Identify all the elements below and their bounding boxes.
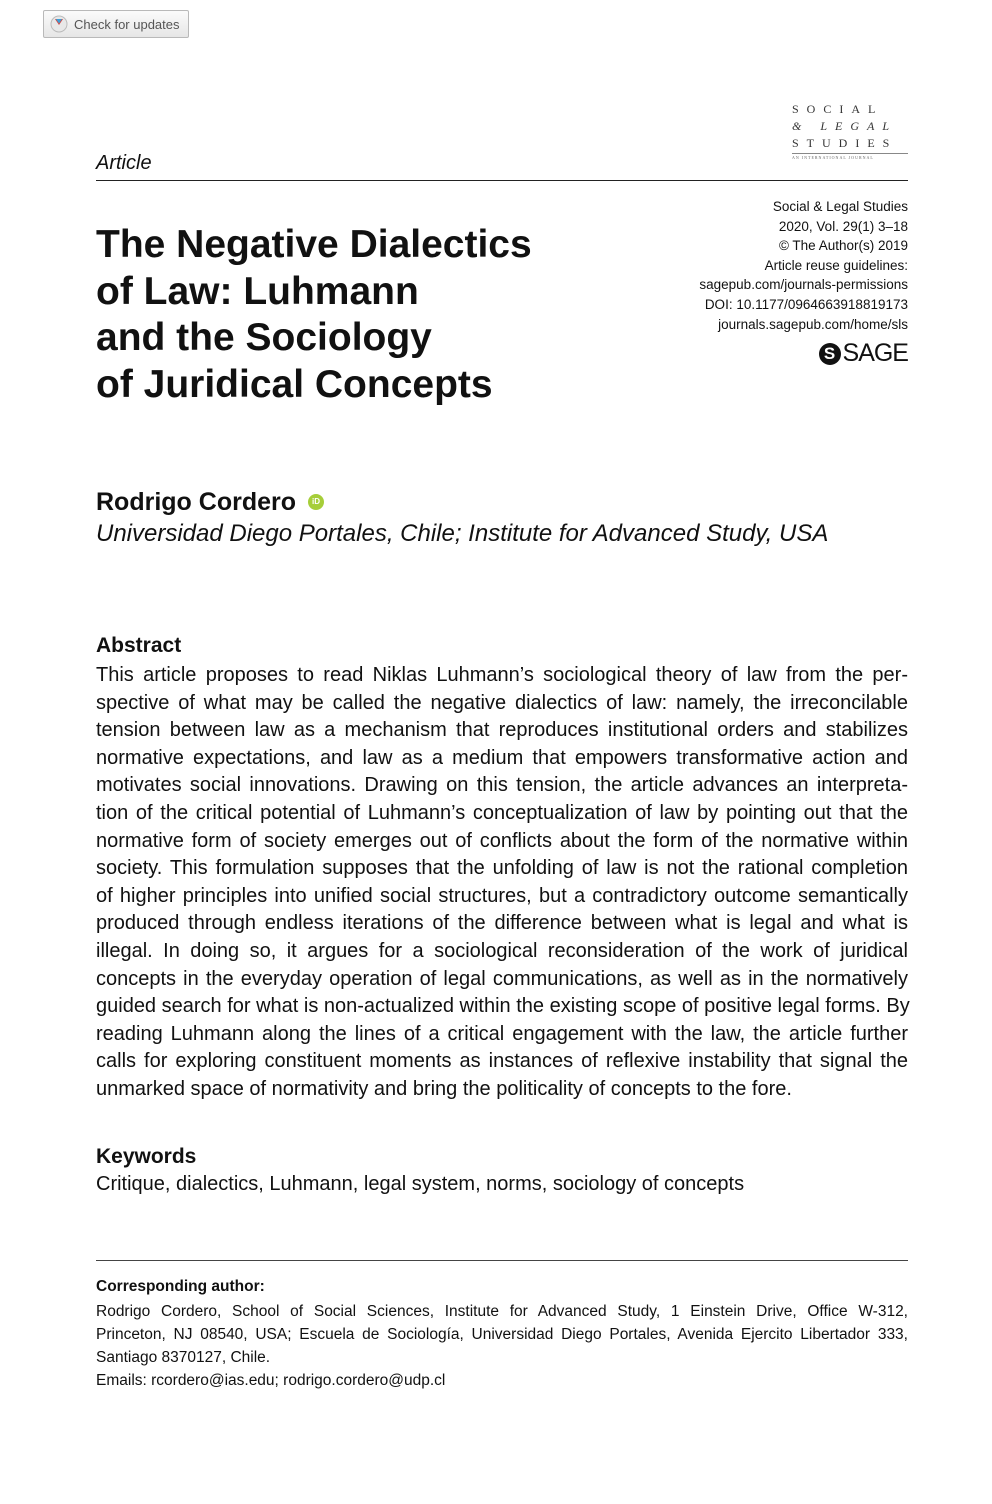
abstract-line: calls for exploring constituent moments as instances of reflexive instability that signal the: [96, 1050, 908, 1073]
title-line: and the Sociology: [96, 316, 432, 359]
abstract-line: tion of the critical potential of Luhmann’s conceptualization of law by pointing out that the: [96, 801, 908, 824]
check-for-updates-label: Check for updates: [74, 16, 180, 32]
crossmark-icon: [50, 15, 68, 33]
footnote-divider: [96, 1260, 908, 1261]
abstract-line: unmarked space of normativity and bring the politicality of concepts to the fore.: [96, 1077, 792, 1100]
title-line: The Negative Dialectics: [96, 223, 532, 266]
abstract-line: illegal. In doing so, it argues for a sociological reconsideration of the work of juridical: [96, 939, 908, 962]
doi-link[interactable]: DOI: 10.1177/0964663918819173: [704, 296, 908, 312]
corresponding-author-heading: Corresponding author:: [96, 1278, 265, 1295]
corresponding-line: Princeton, NJ 08540, USA; Escuela de Sociología, Universidad Diego Portales, Avenida Ejercito Libertador 333,: [96, 1326, 908, 1343]
abstract-line: normative form of society emerges out of conflicts about the form of the normative within: [96, 829, 908, 852]
abstract-line: normative expectations, and law as a medium that empowers transformative action and: [96, 746, 908, 769]
abstract-body: [96, 662, 908, 1104]
abstract-line: of higher principles into unified social structures, but a contradictory outcome semantically: [96, 884, 908, 907]
keywords-heading: Keywords: [96, 1145, 197, 1168]
check-for-updates-button[interactable]: [43, 10, 189, 38]
corresponding-emails[interactable]: Emails: rcordero@ias.edu; rodrigo.cordero@udp.cl: [96, 1372, 446, 1389]
abstract-line: motivates social innovations. Drawing on this tension, the article advances an interpreta-: [96, 774, 908, 797]
header-divider: [96, 180, 908, 181]
journal-home-link[interactable]: journals.sagepub.com/home/sls: [718, 316, 908, 332]
abstract-line: This article proposes to read Niklas Luhmann’s sociological theory of law from the per-: [96, 664, 908, 686]
corresponding-line: Rodrigo Cordero, School of Social Sciences, Institute for Advanced Study, 1 Einstein Drive, Office W-312,: [96, 1303, 908, 1320]
title-line: of Juridical Concepts: [96, 362, 493, 406]
title-line: of Law: Luhmann: [96, 269, 419, 313]
corresponding-author-details: [96, 1300, 908, 1392]
volume-info: 2020, Vol. 29(1) 3–18: [778, 218, 908, 234]
corresponding-line: Santiago 8370127, Chile.: [96, 1349, 271, 1366]
reuse-label: Article reuse guidelines:: [764, 257, 908, 273]
abstract-line: tension between law as a mechanism that reproduces institutional orders and stabilizes: [96, 719, 908, 742]
author-name: Rodrigo Cordero: [96, 488, 296, 516]
journal-logo-line1: SOCIAL: [792, 102, 884, 116]
sage-s-icon: S: [819, 343, 841, 365]
author-row: [96, 488, 324, 517]
keywords-list: Critique, dialectics, Luhmann, legal system, norms, sociology of concepts: [96, 1173, 745, 1195]
sage-logo: [819, 339, 908, 368]
copyright-line: © The Author(s) 2019: [778, 238, 908, 254]
sage-logo-text: SAGE: [842, 339, 908, 367]
abstract-line: spective of what may be called the negative dialectics of law: namely, the irreconcilable: [96, 691, 908, 714]
journal-logo-line2: & LEGAL: [792, 119, 898, 133]
abstract-line: guided search for what is non-actualized within the existing scope of positive legal forms. By: [96, 995, 910, 1018]
journal-logo: [792, 101, 908, 160]
abstract-line: concepts in the everyday operation of legal communications, as well as in the normatively: [96, 967, 908, 990]
abstract-line: produced through endless iterations of the difference between what is legal and what is: [96, 912, 908, 935]
reuse-link[interactable]: sagepub.com/journals-permissions: [699, 277, 908, 293]
journal-name: Social & Legal Studies: [772, 199, 908, 214]
journal-logo-line3: STUDIES: [792, 136, 898, 150]
orcid-icon[interactable]: iD: [308, 494, 324, 510]
article-metadata: [699, 197, 908, 334]
abstract-line: reading Luhmann along the lines of a critical engagement with the law, the article further: [96, 1022, 908, 1045]
journal-logo-tagline: AN INTERNATIONAL JOURNAL: [792, 153, 908, 160]
author-affiliation: Universidad Diego Portales, Chile; Institute for Advanced Study, USA: [96, 520, 829, 547]
abstract-line: society. This formulation supposes that the unfolding of law is not the rational completion: [96, 857, 908, 880]
article-title: [96, 222, 616, 408]
article-type-label: Article: [96, 152, 152, 174]
abstract-heading: Abstract: [96, 634, 182, 657]
